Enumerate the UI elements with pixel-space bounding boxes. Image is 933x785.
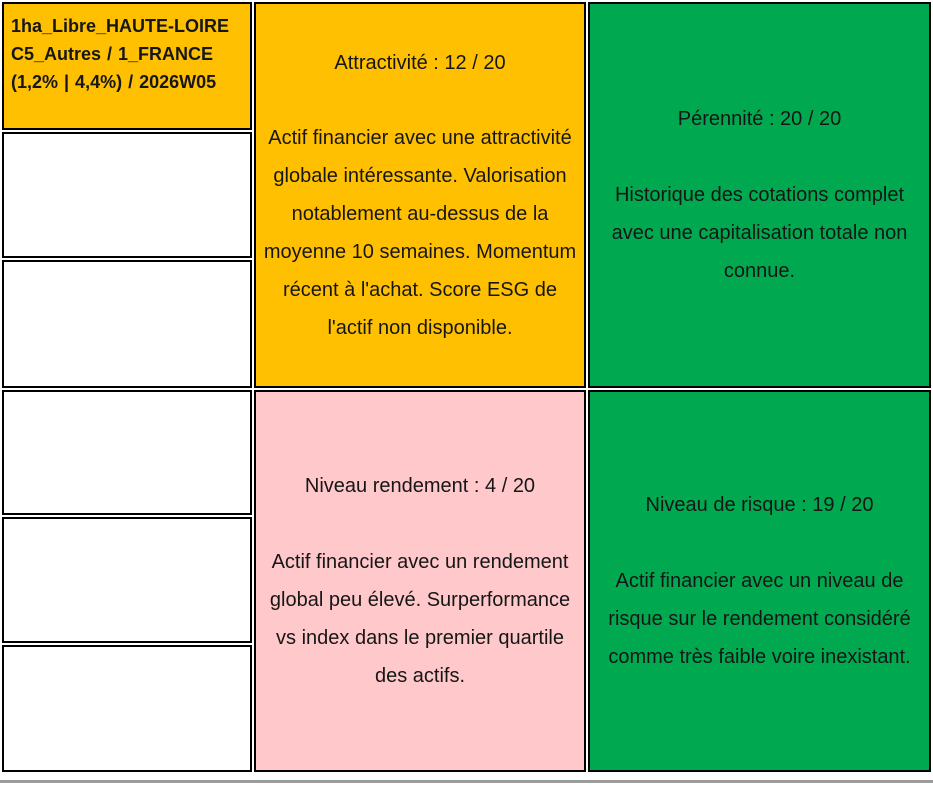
rendement-description: Actif financier avec un rendement global peu élevé. Surperformance vs index dans le premier quartile des actifs. <box>269 551 571 687</box>
rendement-title: Niveau rendement : 4 / 20 <box>304 475 536 497</box>
asset-header-cell[interactable]: 1ha_Libre_HAUTE-LOIRE C5_Autres / 1_FRANCE (1,2% | 4,4%) / 2026W05 <box>2 2 252 130</box>
empty-cell-1[interactable] <box>2 132 252 258</box>
empty-cell-3[interactable] <box>2 390 252 515</box>
perennite-description: Historique des cotations complet avec une capitalisation totale non connue. <box>611 184 908 282</box>
risque-description: Actif financier avec un niveau de risque sur le rendement considéré comme très faible voire inexistant. <box>608 570 911 668</box>
empty-cell-2[interactable] <box>2 260 252 388</box>
attractivite-description: Actif financier avec une attractivité globale intéressante. Valorisation notablement au-dessus de la moyenne 10 semaines. Momentum récent à l'achat. Score ESG de l'actif non disponible. <box>263 126 577 339</box>
attractivite-title: Attractivité : 12 / 20 <box>334 51 506 74</box>
risque-title: Niveau de risque : 19 / 20 <box>645 494 874 516</box>
perennite-title: Pérennité : 20 / 20 <box>677 108 842 130</box>
empty-cell-5[interactable] <box>2 645 252 772</box>
rendement-score-cell[interactable] <box>254 390 586 772</box>
risque-score-cell[interactable] <box>588 390 931 772</box>
attractivite-score-cell[interactable] <box>254 2 586 388</box>
sheet-gridline <box>0 780 933 783</box>
empty-cell-4[interactable] <box>2 517 252 643</box>
perennite-score-cell[interactable] <box>588 2 931 388</box>
